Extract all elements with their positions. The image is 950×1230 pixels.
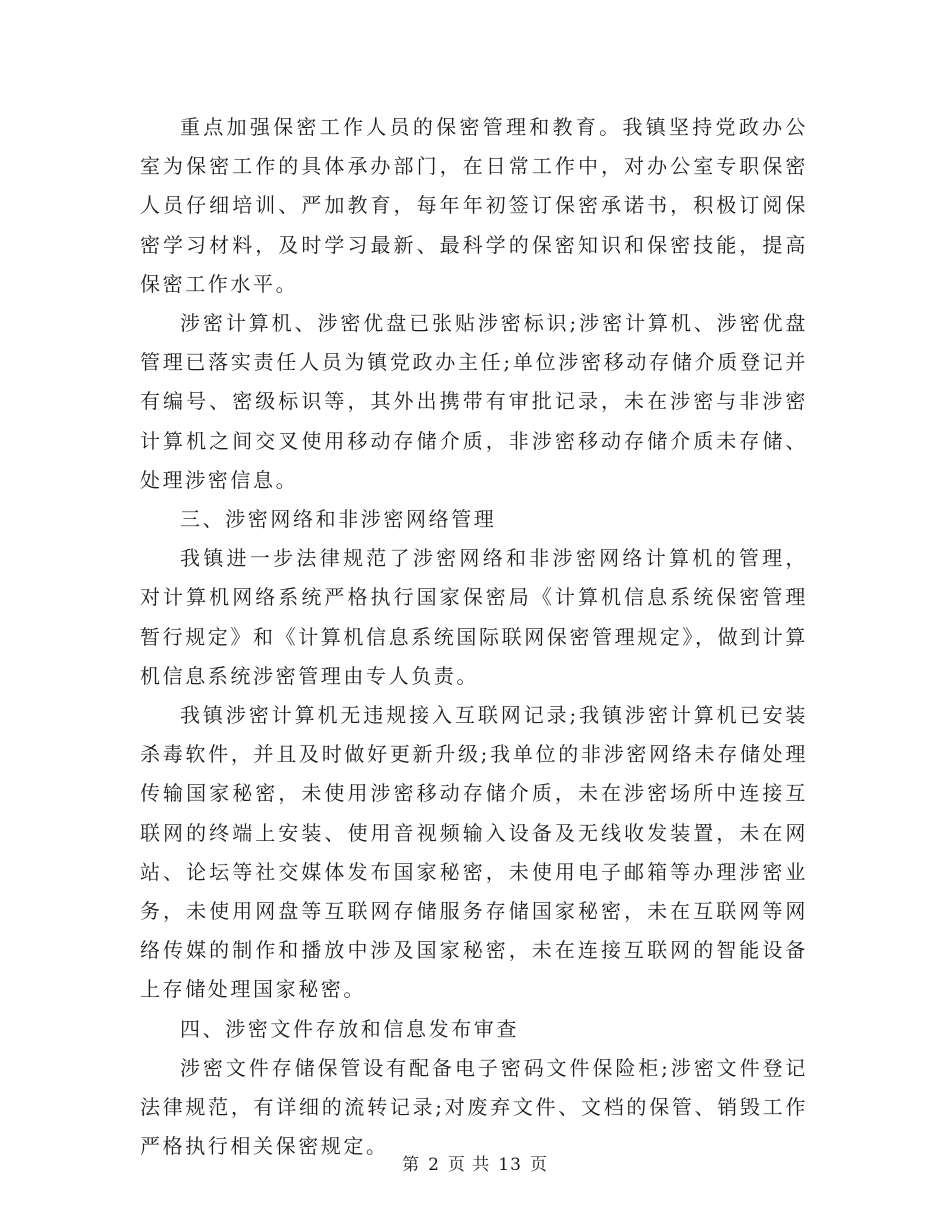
- paragraph-staff-management: 重点加强保密工作人员的保密管理和教育。我镇坚持党政办公室为保密工作的具体承办部门，在日常工作中，对办公室专职保密人员仔细培训、严加教育，每年年初签订保密承诺书，积极订阅保密学习材料，及时学习最新、最科学的保密知识和保密技能，提高保密工作水平。: [140, 115, 808, 296]
- paragraph-network-compliance: 我镇涉密计算机无违规接入互联网记录;我镇涉密计算机已安装杀毒软件，并且及时做好更新升级;我单位的非涉密网络未存储处理传输国家秘密，未使用涉密移动存储介质，未在涉密场所中连接互联网的终端上安装、使用音视频输入设备及无线收发装置，未在网站、论坛等社交媒体发布国家秘密，未使用电子邮箱等办理涉密业务，未使用网盘等互联网存储服务存储国家秘密，未在互联网等网络传媒的制作和播放中涉及国家秘密，未在连接互联网的智能设备上存储处理国家秘密。: [140, 703, 808, 1002]
- footer-suffix: 页: [529, 1155, 548, 1175]
- section-heading-documents: 四、涉密文件存放和信息发布审查: [180, 1016, 519, 1041]
- page-footer: [0, 1150, 950, 1175]
- document-body: [140, 108, 808, 1166]
- footer-middle: 页 共: [447, 1155, 491, 1175]
- footer-prefix: 第: [402, 1155, 421, 1175]
- paragraph-document-storage: 涉密文件存储保管设有配备电子密码文件保险柜;涉密文件登记法律规范，有详细的流转记录;对废弃文件、文档的保管、销毁工作严格执行相关保密规定。: [140, 1055, 808, 1159]
- footer-total-pages: 13: [498, 1155, 522, 1175]
- footer-current-page: 2: [428, 1155, 440, 1175]
- paragraph-classified-storage: 涉密计算机、涉密优盘已张贴涉密标识;涉密计算机、涉密优盘管理已落实责任人员为镇党政办主任;单位涉密移动存储介质登记并有编号、密级标识等，其外出携带有审批记录，未在涉密与非涉密计算机之间交叉使用移动存储介质，非涉密移动存储介质未存储、处理涉密信息。: [140, 311, 808, 492]
- paragraph-network-regulation: 我镇进一步法律规范了涉密网络和非涉密网络计算机的管理，对计算机网络系统严格执行国家保密局《计算机信息系统保密管理暂行规定》和《计算机信息系统国际联网保密管理规定》，做到计算机信息系统涉密管理由专人负责。: [140, 546, 808, 688]
- section-heading-network: 三、涉密网络和非涉密网络管理: [180, 507, 497, 532]
